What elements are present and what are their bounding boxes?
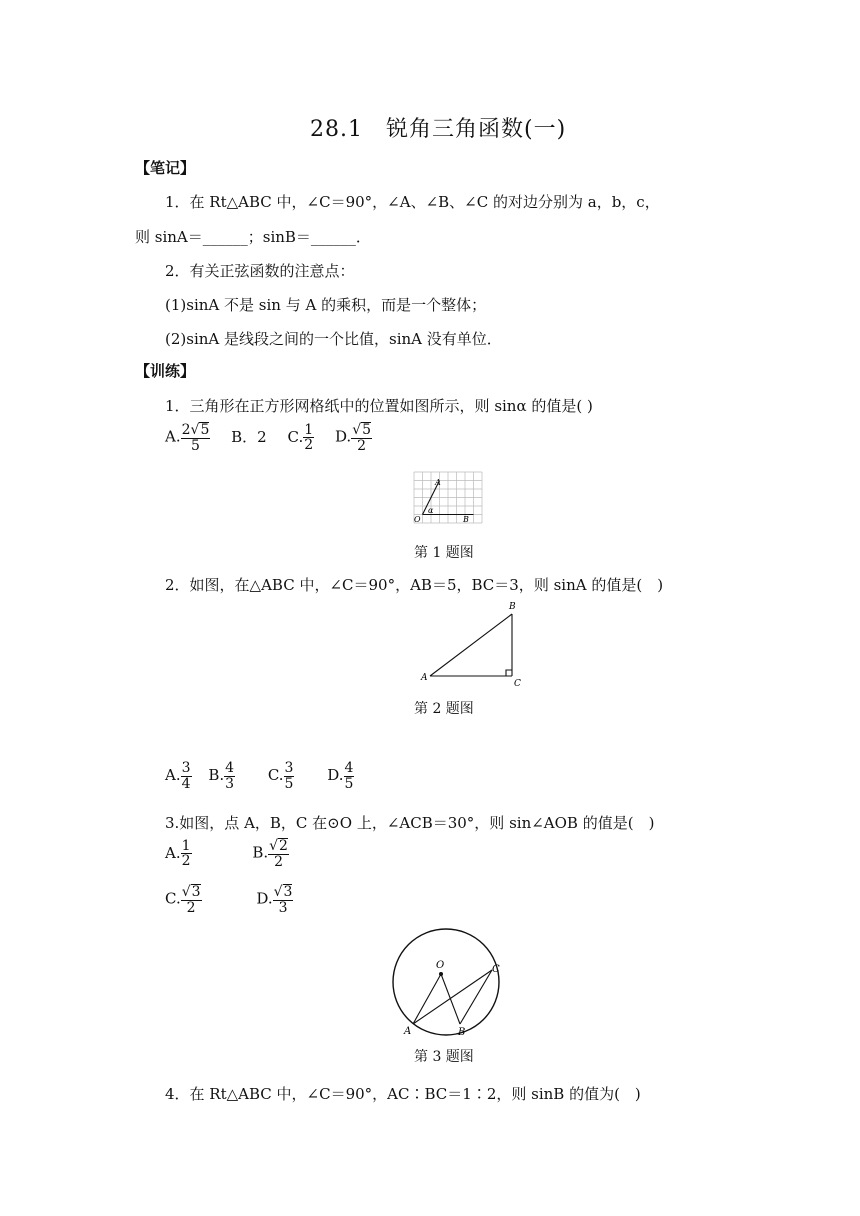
q3-option-a-label: A.	[165, 843, 181, 862]
q2-figure	[420, 598, 530, 694]
q1-option-d-label: D.	[334, 427, 352, 446]
q3-option-b-label: B.	[252, 843, 269, 862]
q3-option-d-radicand: 3	[283, 884, 293, 900]
notes-item2-sub2: (2)sinA 是线段之间的一个比值，sinA 没有单位．	[165, 330, 502, 348]
q1-option-c-fraction	[303, 423, 314, 453]
q1-stem: 1．三角形在正方形网格纸中的位置如图所示，则 sinα 的值是( )	[165, 397, 593, 415]
q3-label-b: B	[458, 1027, 466, 1038]
q1-option-b: B．2	[231, 427, 267, 446]
q1-option-a-radicand: 5	[200, 422, 210, 438]
q2-label-c: C	[514, 679, 521, 689]
q1-option-c	[288, 423, 315, 453]
notes-item1-line2: 则 sinA＝______；sinB＝______．	[135, 228, 371, 246]
q2-option-c-label: C.	[267, 766, 284, 785]
q1-option-d-fraction: $\frac{√5}{2}$	[352, 422, 372, 454]
notes-header: 【笔记】	[135, 159, 196, 177]
q2-stem: 2．如图，在△ABC 中，∠C＝90°，AB＝5，BC＝3，则 sinA 的值是( )	[165, 576, 664, 594]
q1-option-a-coef: 2	[181, 422, 191, 438]
q3-option-b-radicand: 2	[279, 838, 288, 854]
q1-option-a-label: A.	[165, 427, 181, 446]
q1-options	[165, 422, 372, 453]
q2-option-a-label: A.	[165, 766, 181, 785]
q3-option-b-den: 2	[268, 854, 289, 870]
q2-option-d-num: 4	[344, 760, 354, 776]
q3-label-o: O	[436, 960, 445, 971]
q4-stem: 4．在 Rt△ABC 中，∠C＝90°，AC∶BC＝1∶2，则 sinB 的值为( )	[165, 1085, 641, 1103]
q3-options-row1	[165, 838, 289, 869]
q1-label-a: A	[435, 478, 441, 487]
q2-option-c	[268, 761, 295, 791]
q2-option-d-label: D.	[327, 766, 344, 785]
q2-caption: 第 2 题图	[414, 701, 474, 717]
q3-caption: 第 3 题图	[414, 1049, 474, 1065]
q3-label-a: A	[404, 1026, 412, 1037]
q1-option-a-den: 5	[181, 438, 211, 454]
q2-option-b-den: 3	[225, 775, 235, 792]
q2-options	[165, 761, 354, 791]
q3-option-c-label: C.	[165, 889, 181, 908]
q3-label-c: C	[492, 964, 500, 975]
q3-option-c: C. $\frac{√3}{2}$	[165, 884, 201, 916]
q1-option-a-fraction: $\frac{2√5}{5}$	[181, 422, 210, 454]
q1-option-c-den: 2	[304, 437, 314, 454]
q1-option-c-label: C.	[287, 427, 304, 446]
q1-figure	[412, 470, 484, 532]
q1-option-d-radicand: 5	[362, 422, 372, 438]
q2-option-a-den: 4	[181, 775, 191, 792]
q3-figure	[388, 928, 508, 1044]
notes-item1-line1: 1．在 Rt△ABC 中，∠C＝90°，∠A、∠B、∠C 的对边分别为 a，b，c，	[165, 193, 660, 211]
q1-label-alpha: α	[428, 506, 434, 515]
q1-option-d-den: 2	[351, 438, 372, 454]
q1-label-o: O	[414, 515, 421, 524]
q3-option-a-den: 2	[181, 853, 191, 870]
q3-option-c-radicand: 3	[191, 884, 201, 900]
q3-stem: 3.如图，点 A，B，C 在⊙O 上，∠ACB＝30°，则 sin∠AOB 的值是( )	[165, 814, 655, 832]
q3-option-d: D. $\frac{√3}{3}$	[256, 884, 293, 916]
notes-item2-sub1: (1)sinA 不是 sin 与 A 的乘积，而是一个整体；	[165, 296, 487, 314]
q3-option-a	[165, 839, 192, 869]
q2-option-c-num: 3	[284, 760, 294, 776]
q3-option-a-num: 1	[181, 837, 191, 854]
training-header: 【训练】	[135, 362, 196, 380]
notes-item2: 2．有关正弦函数的注意点：	[165, 262, 355, 280]
q2-label-a: A	[421, 673, 428, 683]
q1-option-c-num: 1	[304, 421, 314, 438]
q2-option-c-den: 5	[284, 775, 294, 792]
q2-option-a	[165, 761, 192, 791]
page-title: 28.1 锐角三角函数(一)	[310, 117, 567, 142]
q3-option-b: B. $\frac{√2}{2}$	[252, 838, 288, 870]
q1-caption: 第 1 题图	[414, 545, 474, 561]
q3-option-c-den: 2	[181, 900, 202, 916]
q2-label-b: B	[509, 602, 516, 612]
q2-option-b	[208, 761, 235, 791]
q2-option-a-num: 3	[181, 760, 191, 776]
q2-option-b-num: 4	[225, 760, 235, 776]
q3-option-d-label: D.	[256, 889, 273, 908]
q1-option-a	[165, 422, 210, 453]
q1-option-d	[335, 422, 372, 453]
q2-option-d	[327, 761, 354, 791]
q2-option-d-den: 5	[344, 775, 354, 792]
q1-label-b: B	[463, 515, 469, 524]
q3-options-row2	[165, 884, 293, 915]
q3-option-d-den: 3	[273, 900, 294, 916]
q2-option-b-label: B.	[208, 766, 225, 785]
